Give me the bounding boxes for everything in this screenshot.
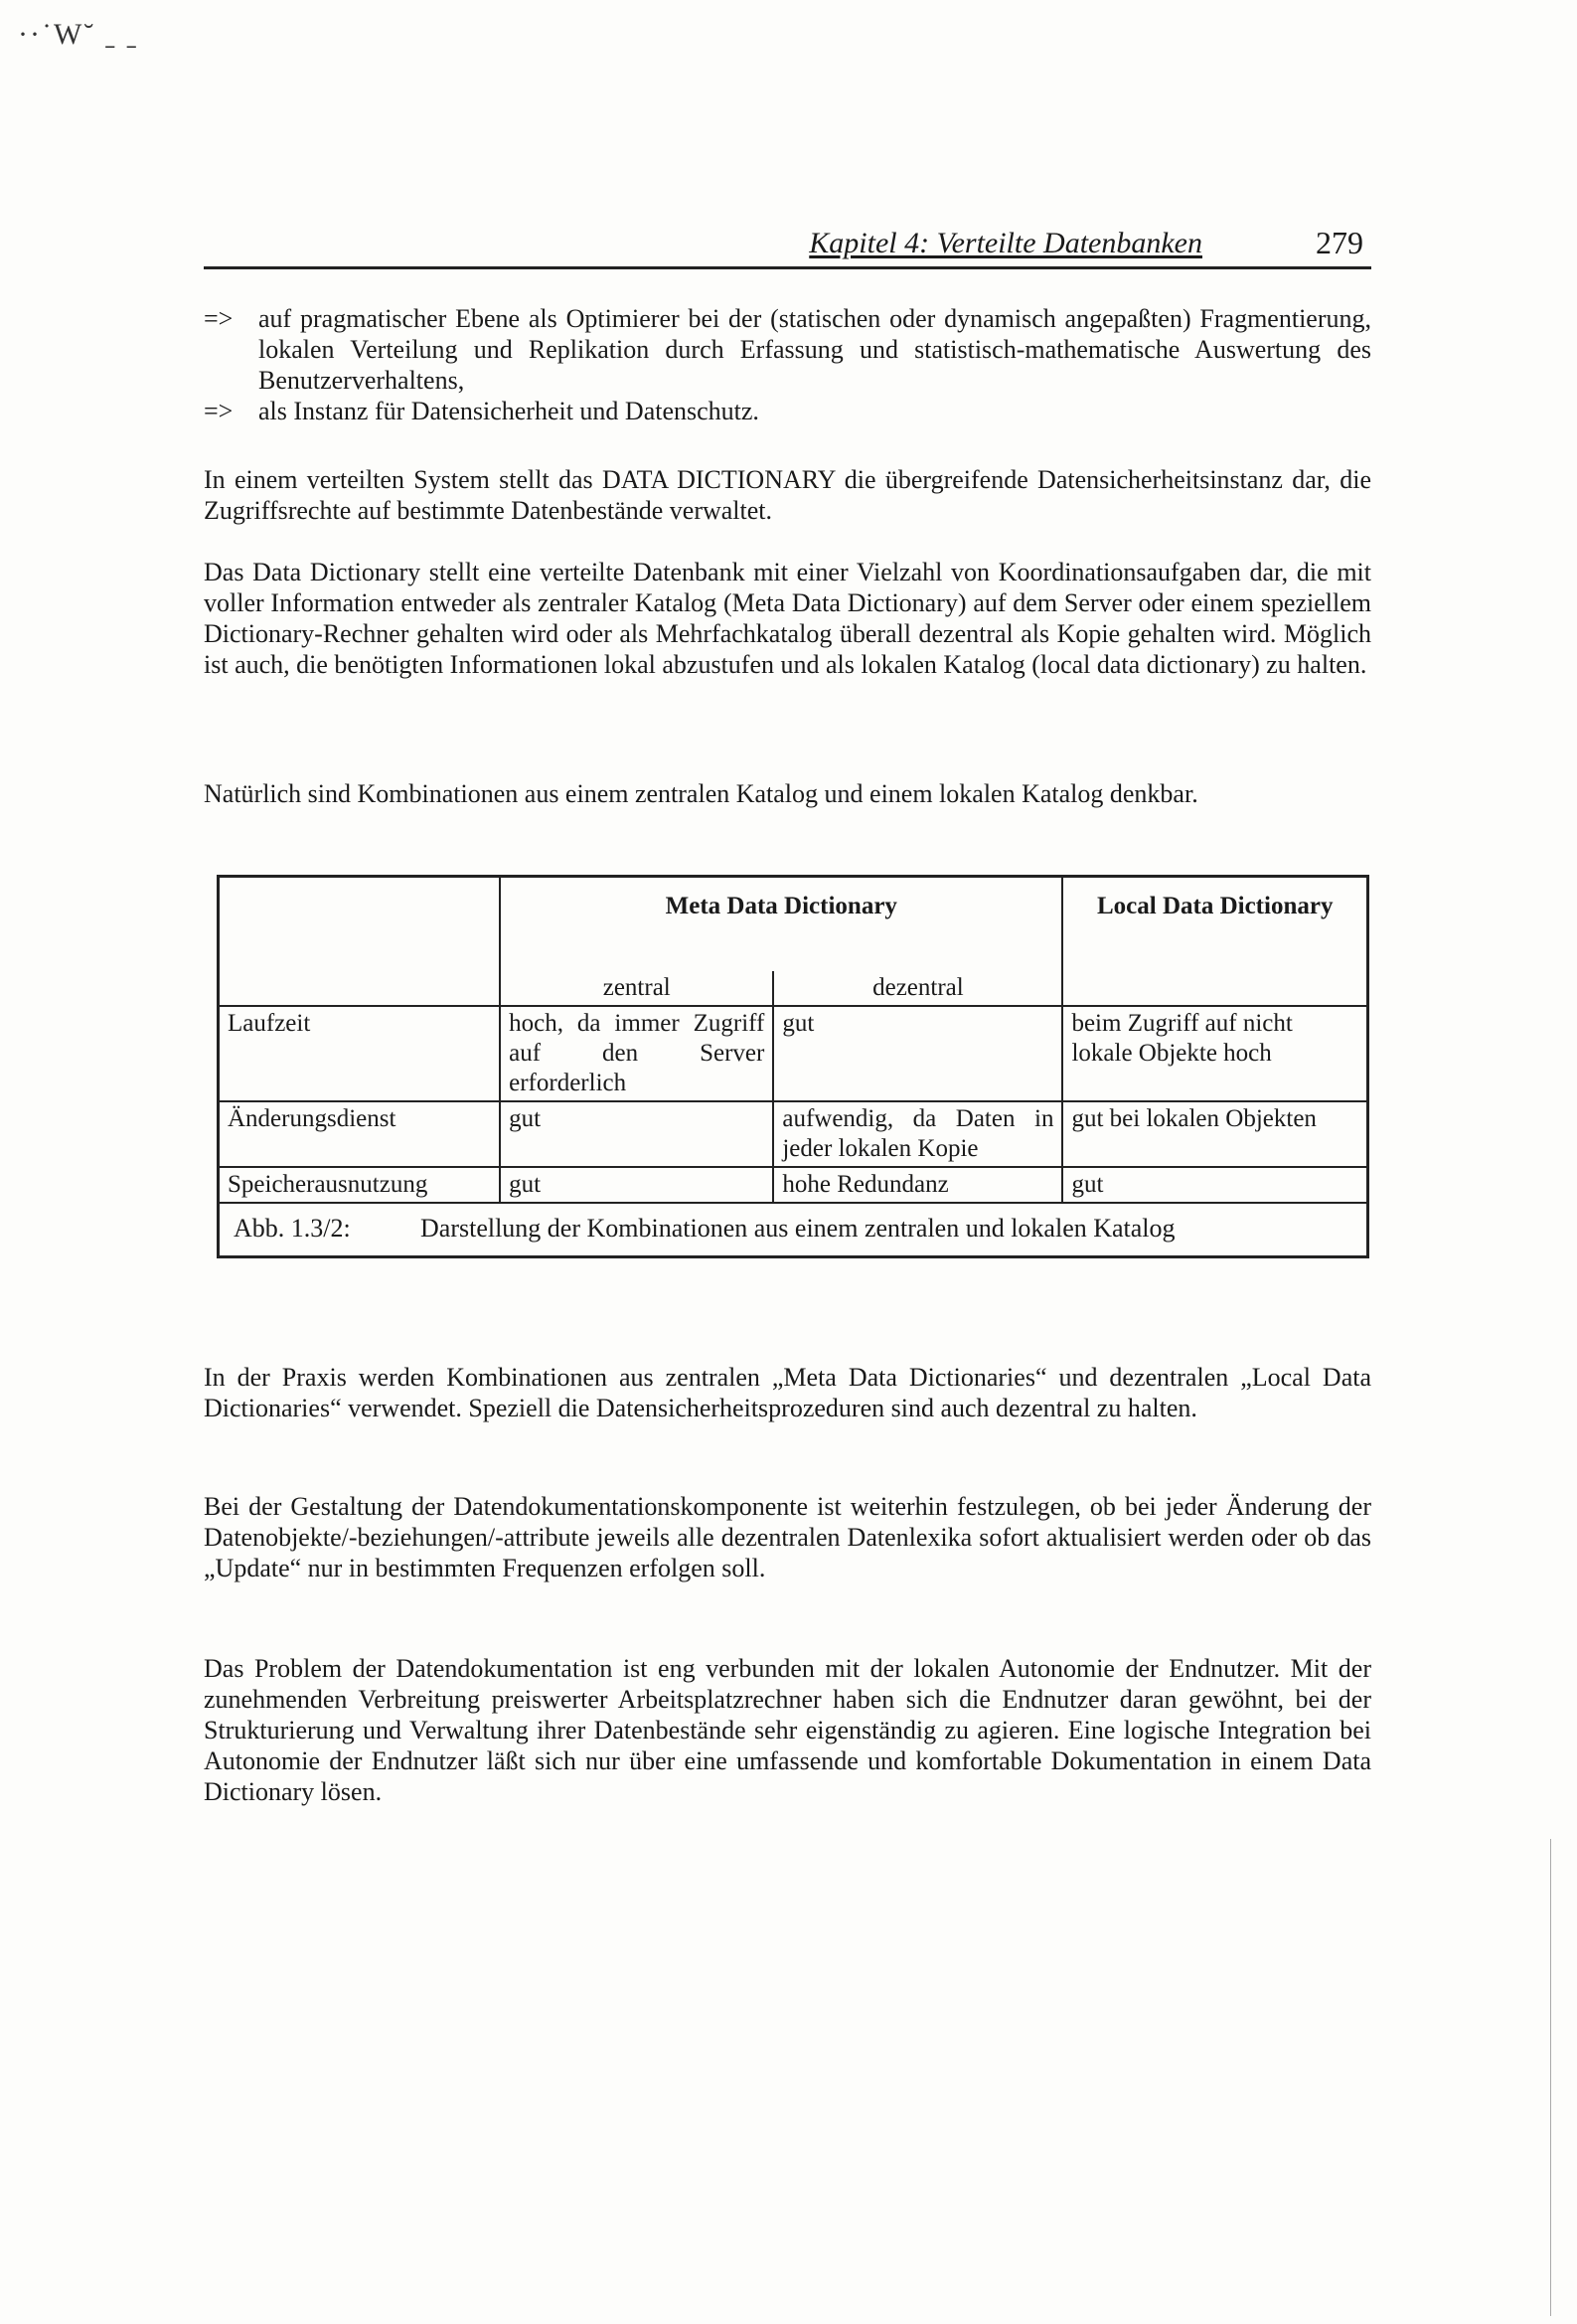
local-header-spacer bbox=[1062, 971, 1367, 1006]
paragraph: In einem verteilten System stellt das DATA DICTIONARY die übergreifende Datensicherheitsinstanz dar, die Zugriffsrechte auf bestimmte Datenbestände verwaltet. bbox=[204, 465, 1371, 525]
bullet-text: als Instanz für Datensicherheit und Datenschutz. bbox=[258, 397, 759, 425]
meta-data-dictionary-header: Meta Data Dictionary bbox=[500, 877, 1062, 971]
table-caption bbox=[219, 1203, 1368, 1257]
page-header bbox=[204, 227, 1371, 269]
cell-zentral: gut bbox=[500, 1101, 773, 1167]
catalog-table bbox=[217, 875, 1369, 1258]
bullet-item bbox=[204, 396, 1371, 426]
paragraph: Das Data Dictionary stellt eine verteilte Datenbank mit einer Vielzahl von Koordinationsaufgaben dar, die mit voller Information entweder als zentraler Katalog (Meta Data Dictionary) auf dem Server oder einem speziellem Dictionary-Rechner gehalten wird oder als Mehrfachkatalog überall dezentral als Kopie gehalten wird. Möglich ist auch, die benötigten Informationen lokal abzustufen und als lokalen Katalog (local data dictionary) zu halten. bbox=[204, 558, 1371, 679]
table-corner-cell bbox=[219, 971, 501, 1006]
scan-edge-line bbox=[1550, 1839, 1551, 2316]
caption-label: Abb. 1.3/2: bbox=[234, 1213, 351, 1243]
row-label: Laufzeit bbox=[219, 1006, 501, 1101]
table-row bbox=[219, 1101, 1368, 1167]
subheader-zentral: zentral bbox=[500, 971, 773, 1006]
cell-local: gut bei lokalen Objekten bbox=[1062, 1101, 1367, 1167]
bullet-item bbox=[204, 303, 1371, 396]
scan-artifact: ··˙W˘ ˍ ˍ bbox=[18, 18, 139, 51]
bullet-marker: => bbox=[204, 397, 234, 425]
bullet-text: auf pragmatischer Ebene als Optimierer bei der (statischen oder dynamisch angepaßten) Fragmentierung, lokalen Verteilung und Replikation durch Erfassung und statistisch-mathematische Auswertung des Benutzerverhaltens, bbox=[258, 304, 1371, 395]
bullet-marker: => bbox=[204, 304, 234, 333]
subheader-dezentral: dezentral bbox=[773, 971, 1062, 1006]
caption-text: Darstellung der Kombinationen aus einem zentralen und lokalen Katalog bbox=[420, 1213, 1176, 1243]
cell-dezentral: gut bbox=[773, 1006, 1062, 1101]
cell-zentral: hoch, da immer Zugriff auf den Server erforderlich bbox=[500, 1006, 773, 1101]
cell-dezentral: aufwendig, da Daten in jeder lokalen Kopie bbox=[773, 1101, 1062, 1167]
page-number: 279 bbox=[1316, 225, 1363, 260]
table-row bbox=[219, 1006, 1368, 1101]
local-data-dictionary-header: Local Data Dictionary bbox=[1062, 877, 1367, 971]
paragraph: In der Praxis werden Kombinationen aus zentralen „Meta Data Dictionaries“ und dezentralen „Local Data Dictionaries“ verwendet. Speziell die Datensicherheitsprozeduren sind auch dezentral zu halten. bbox=[204, 1363, 1371, 1422]
paragraph: Das Problem der Datendokumentation ist eng verbunden mit der lokalen Autonomie der Endnutzer. Mit der zunehmenden Verbreitung preiswerter Arbeitsplatzrechner haben sich die Endnutzer daran gewöhnt, bei der Strukturierung und Verwaltung ihrer Datenbestände sehr eigenständig zu agieren. Eine logische Integration bei Autonomie der Endnutzer läßt sich nur über eine umfassende und komfortable Dokumentation in einem Data Dictionary lösen. bbox=[204, 1654, 1371, 1806]
table-row bbox=[219, 1167, 1368, 1203]
cell-dezentral: hohe Redundanz bbox=[773, 1167, 1062, 1203]
paragraph: Natürlich sind Kombinationen aus einem zentralen Katalog und einem lokalen Katalog denkbar. bbox=[204, 779, 1198, 808]
bullet-list bbox=[204, 303, 1371, 426]
cell-local: beim Zugriff auf nicht lokale Objekte hoch bbox=[1062, 1006, 1367, 1101]
row-label: Änderungsdienst bbox=[219, 1101, 501, 1167]
cell-local: gut bbox=[1062, 1167, 1367, 1203]
table-corner-cell bbox=[219, 877, 501, 971]
paragraph: Bei der Gestaltung der Datendokumentationskomponente ist weiterhin festzulegen, ob bei jeder Änderung der Datenobjekte/-beziehungen/-attribute jeweils alle dezentralen Datenlexika sofort aktualisiert werden oder ob das „Update“ nur in bestimmten Frequenzen erfolgen soll. bbox=[204, 1492, 1371, 1582]
cell-zentral: gut bbox=[500, 1167, 773, 1203]
row-label: Speicherausnutzung bbox=[219, 1167, 501, 1203]
running-title: Kapitel 4: Verteilte Datenbanken bbox=[809, 227, 1202, 259]
